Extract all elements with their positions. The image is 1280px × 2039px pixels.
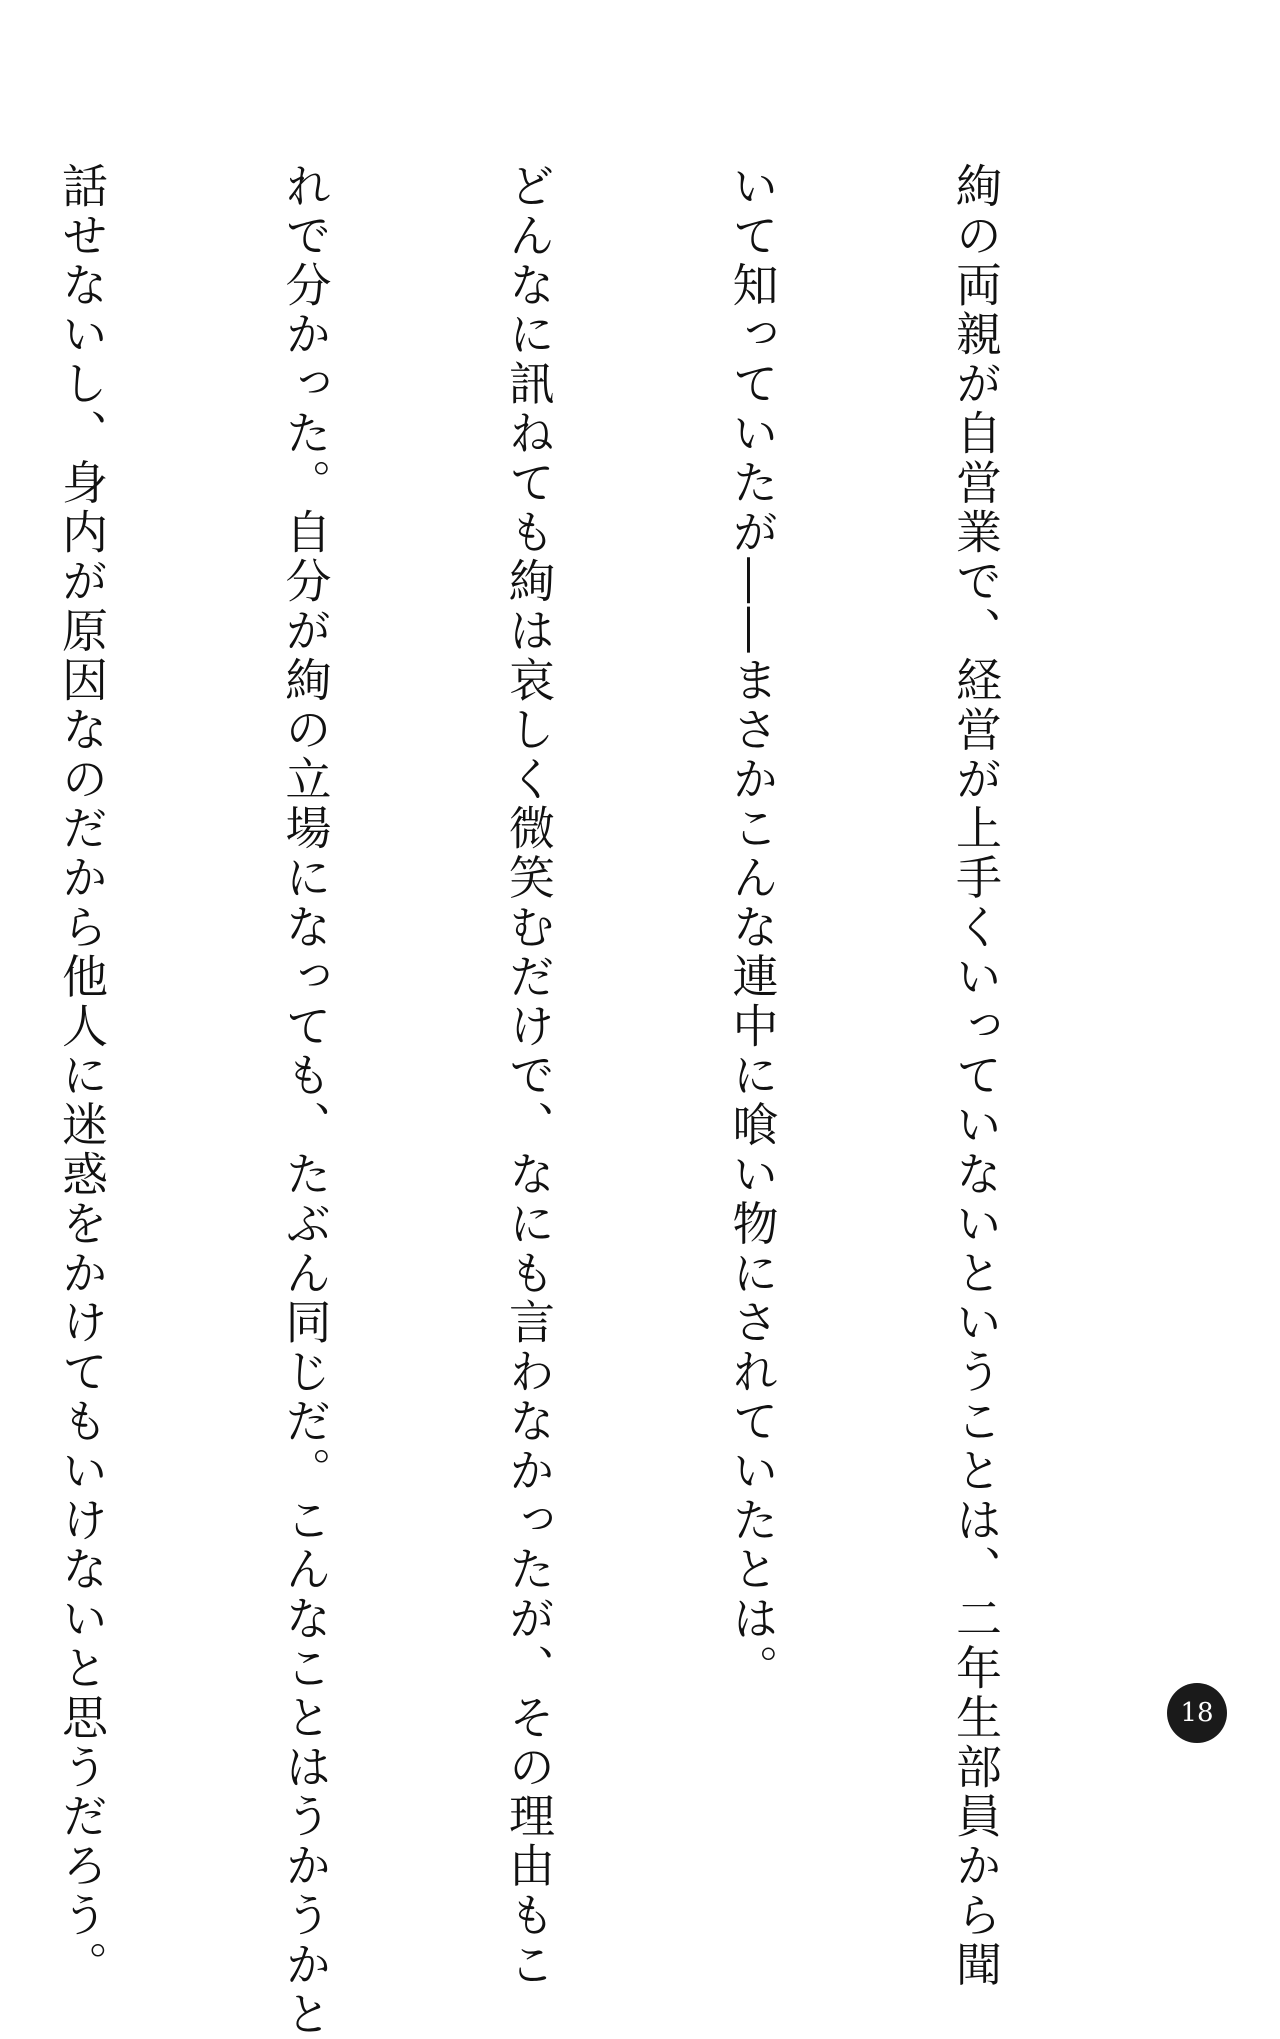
text-line: 絢の両親が自営業で、経営が上手くいっていないということは、二年生部員から聞 [949, 162, 1003, 1990]
text-line: どんなに訊ねても絢は哀しく微笑むだけで、なにも言わなかったが、その理由もこ [502, 162, 556, 1990]
text-line: れで分かった。自分が絢の立場になっても、たぶん同じだ。こんなことはうかうかと [278, 162, 333, 2039]
text-line: 話せないし、身内が原因なのだから他人に迷惑をかけてもいけないと思うだろう。 [55, 162, 109, 1990]
page-number-badge: 18 [1167, 1683, 1227, 1743]
body-text [0, 162, 1162, 2039]
text-line: いて知っていたが――まさかこんな連中に喰い物にされていたとは。 [725, 162, 780, 1694]
